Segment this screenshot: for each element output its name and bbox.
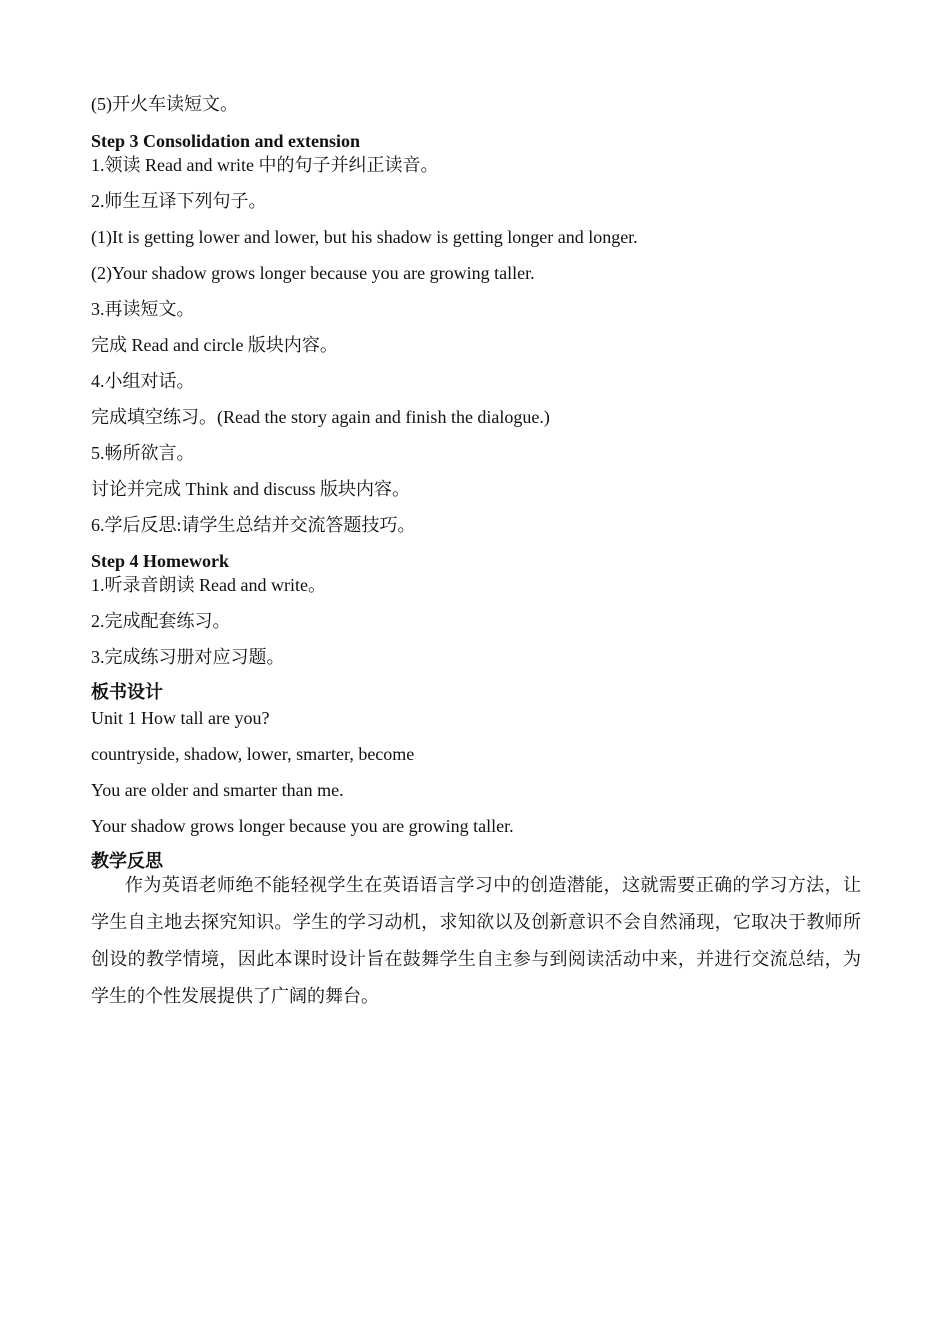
step3-heading: Step 3 Consolidation and extension [91, 131, 361, 151]
board-design-heading: 板书设计 [91, 682, 163, 703]
step3-item2-sentence1: (1)It is getting lower and lower, but his shadow is getting longer and longer. [91, 227, 638, 247]
step3-item1: 1.领读 Read and write 中的句子并纠正读音。 [91, 155, 439, 175]
step4-item2: 2.完成配套练习。 [91, 611, 231, 631]
step3-item2: 2.师生互译下列句子。 [91, 191, 267, 211]
step4-item1: 1.听录音朗读 Read and write。 [91, 575, 326, 595]
step2-item5: (5)开火车读短文。 [91, 94, 238, 114]
board-design-line1: Unit 1 How tall are you? [91, 708, 270, 728]
step3-item6: 6.学后反思:请学生总结并交流答题技巧。 [91, 515, 416, 535]
step3-item5-detail: 讨论并完成 Think and discuss 版块内容。 [91, 479, 410, 499]
reflection-paragraph: 作为英语老师绝不能轻视学生在英语语言学习中的创造潜能，这就需要正确的学习方法，让学生自主地去探究知识。学生的学习动机，求知欲以及创新意识不会自然涌现，它取决于教师所创设的教学情境，因此本课时设计旨在鼓舞学生自主参与到阅读活动中来，并进行交流总结，为学生的个性发展提供了广阔的舞台。 [91, 875, 861, 1007]
board-design-line2: countryside, shadow, lower, smarter, become [91, 744, 415, 764]
step3-item5: 5.畅所欲言。 [91, 443, 195, 463]
reflection-heading: 教学反思 [91, 851, 163, 872]
step4-item3: 3.完成练习册对应习题。 [91, 647, 285, 667]
board-design-line3: You are older and smarter than me. [91, 780, 344, 800]
step3-item4: 4.小组对话。 [91, 371, 195, 391]
board-design-line4: Your shadow grows longer because you are growing taller. [91, 816, 514, 836]
step3-item4-detail: 完成填空练习。(Read the story again and finish the dialogue.) [91, 407, 550, 427]
step3-item2-sentence2: (2)Your shadow grows longer because you are growing taller. [91, 263, 535, 283]
step3-item3-detail: 完成 Read and circle 版块内容。 [91, 335, 338, 355]
step3-item3: 3.再读短文。 [91, 299, 195, 319]
step4-heading: Step 4 Homework [91, 551, 229, 571]
